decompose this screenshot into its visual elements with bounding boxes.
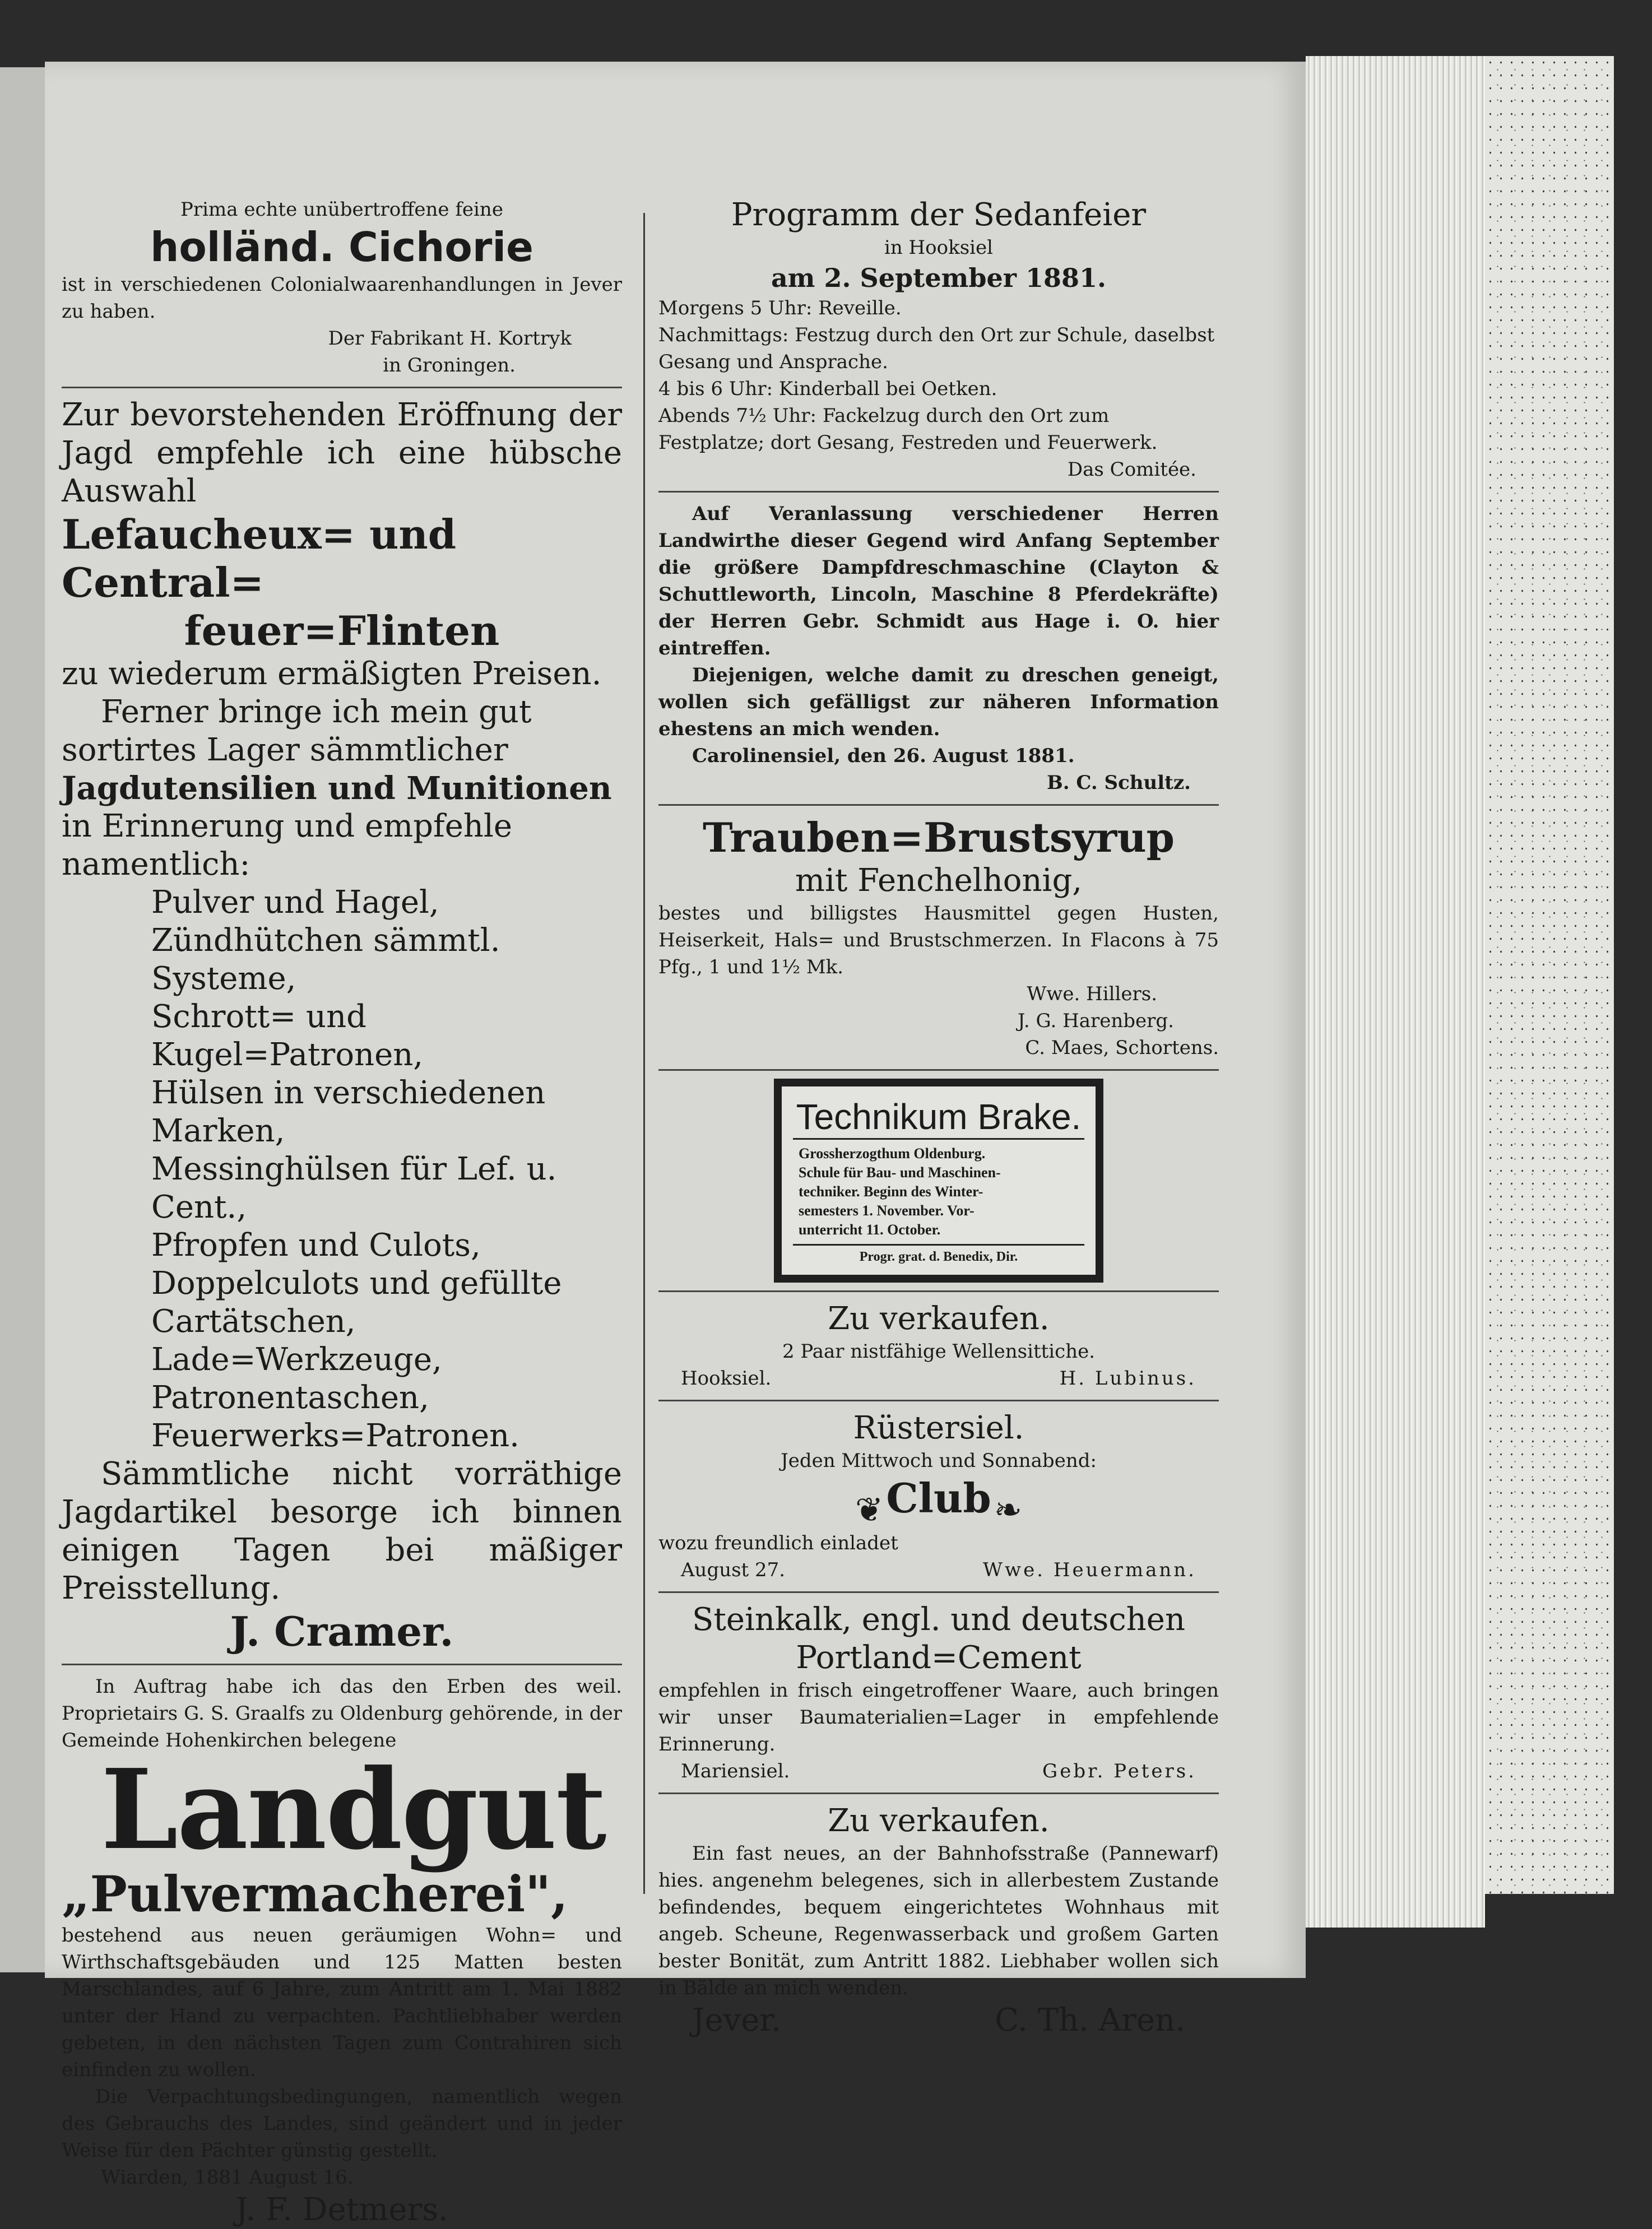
syrup-subheadline: mit Fenchelhonig,	[795, 862, 1083, 899]
cramer-recommend: in Erinnerung und empfehle namentlich:	[62, 808, 513, 883]
separator-rule	[658, 1591, 1219, 1593]
syrup-seller: C. Maes, Schortens.	[1025, 1037, 1219, 1059]
sale2-footer	[658, 2002, 1219, 2040]
list-item: Pfropfen und Culots,	[151, 1227, 481, 1264]
chicory-headline: holländ. Cichorie	[150, 224, 533, 271]
landgut-conditions: Die Verpachtungsbedingungen, namentlich wegen des Gebrauchs des Landes, sind geändert und in jeder Weise für den Pächter günstig gestellt.	[62, 2086, 622, 2162]
syrup-seller: Wwe. Hillers.	[1027, 983, 1157, 1005]
sale1-footer	[658, 1365, 1219, 1392]
separator-rule	[658, 1069, 1219, 1071]
cramer-headline-2: feuer=Flinten	[184, 607, 500, 654]
cramer-item-list	[62, 884, 622, 1455]
technikum-footer: Progr. grat. d. Benedix, Dir.	[793, 1244, 1084, 1266]
technikum-line: semesters 1. November. Vor-	[799, 1202, 975, 1219]
club-footer	[658, 1557, 1219, 1583]
cramer-prices: zu wiederum ermäßigten Preisen.	[62, 656, 602, 692]
cement-body: empfehlen in frisch eingetroffener Waare, auch bringen wir unser Baumaterialien=Lager in empfehlende Erinnerung.	[658, 1679, 1219, 1756]
list-item: Hülsen in verschiedenen Marken,	[151, 1075, 546, 1149]
technikum-line: unterricht 11. October.	[799, 1222, 941, 1238]
list-item: Messinghülsen für Lef. u. Cent.,	[151, 1151, 557, 1225]
separator-rule	[658, 1400, 1219, 1401]
chicory-location: in Groningen.	[383, 354, 516, 377]
sedan-date: am 2. September 1881.	[771, 263, 1107, 293]
previous-page-edge	[0, 67, 45, 1972]
cement-title-2: Portland=Cement	[796, 1639, 1082, 1676]
separator-rule	[658, 804, 1219, 806]
landgut-body: bestehend aus neuen geräumigen Wohn= und Wirthschaftsgebäuden und 125 Matten besten Marschlandes, auf 6 Jahre, zum Antritt am 1. Mai 1882 unter der Hand zu verpachten. Pachtliebhaber werden gebeten, in den nächsten Tagen zum Contrahiren sich einfinden zu wollen.	[62, 1924, 622, 2081]
sale1-place: Hooksiel.	[681, 1367, 772, 1390]
chicory-intro: Prima echte unübertroffene feine	[180, 198, 503, 221]
club-title-row	[658, 1474, 1219, 1530]
landgut-subheadline: „Pulvermacherei",	[62, 1865, 568, 1923]
ad-dampfdreschmaschine	[658, 500, 1219, 796]
list-item: Pulver und Hagel,	[151, 884, 439, 921]
club-title: Club	[886, 1474, 991, 1522]
chicory-signature: Der Fabrikant H. Kortryk	[328, 327, 572, 350]
ad-cramer	[62, 396, 622, 1656]
sale2-body: Ein fast neues, an der Bahnhofsstraße (Pannewarf) hies. angenehm belegenes, sich in allerbestem Zustande befindendes, bequem eingerichtetes Wohnhaus mit angeb. Scheune, Regenwasserback und großem Garten bester Bonität, zum Antritt 1882. Liebhaber wollen sich in Bälde an mich wenden.	[658, 1842, 1219, 1999]
separator-rule	[62, 387, 622, 388]
technikum-title: Technikum Brake.	[793, 1095, 1084, 1140]
sale1-title: Zu verkaufen.	[828, 1301, 1050, 1337]
list-item: Feuerwerks=Patronen.	[151, 1418, 519, 1454]
sedan-line: 4 bis 6 Uhr: Kinderball bei Oetken.	[658, 378, 997, 400]
sedan-line: Abends 7½ Uhr: Fackelzug durch den Ort zum Festplatze; dort Gesang, Festreden und Feuerwerk.	[658, 405, 1158, 454]
cement-title: Steinkalk, engl. und deutschen	[692, 1601, 1186, 1638]
cement-signature: Gebr. Peters.	[1042, 1759, 1196, 1782]
list-item: Zündhütchen sämmtl. Systeme,	[151, 922, 500, 997]
scroll-ornament-icon: ❧	[994, 1490, 1023, 1530]
ad-wohnhaus	[658, 1802, 1219, 2040]
cramer-headline-3: Jagdutensilien und Munitionen	[62, 770, 612, 807]
sale2-place: Jever.	[692, 2002, 781, 2038]
dampf-body: Auf Veranlassung verschiedener Herren Landwirthe dieser Gegend wird Anfang September die größere Dampfdreschmaschine (Clayton & Schuttleworth, Lincoln, Maschine 8 Pferdekräfte) der Herren Gebr. Schmidt aus Hage i. O. hier eintreffen.	[658, 503, 1219, 660]
dampf-body-2: Diejenigen, welche damit zu dreschen geneigt, wollen sich gefälligst zur näheren Information ehestens an mich wenden.	[658, 664, 1219, 740]
sedan-line: Morgens 5 Uhr: Reveille.	[658, 297, 902, 319]
sedan-signature: Das Comitée.	[1067, 458, 1196, 481]
dampf-signature: B. C. Schultz.	[1046, 772, 1191, 794]
club-when: Jeden Mittwoch und Sonnabend:	[781, 1450, 1097, 1472]
landgut-place-date: Wiarden, 1881 August 16.	[101, 2166, 354, 2189]
landgut-headline: Landgut	[101, 1745, 606, 1874]
ad-chicory	[62, 196, 622, 379]
separator-rule	[658, 1290, 1219, 1292]
chicory-body: ist in verschiedenen Colonialwaarenhandlungen in Jever zu haben.	[62, 273, 622, 323]
ad-brustsyrup	[658, 814, 1219, 1061]
scroll-ornament-icon: ❦	[855, 1490, 884, 1530]
list-item: Patronentaschen,	[151, 1380, 429, 1416]
sedan-place: in Hooksiel	[884, 236, 994, 259]
separator-rule	[658, 491, 1219, 493]
cramer-ferner: Ferner bringe ich mein gut sortirtes Lager sämmtlicher	[62, 694, 532, 768]
ad-technikum	[658, 1079, 1219, 1283]
technikum-box	[774, 1079, 1103, 1283]
sale2-title: Zu verkaufen.	[828, 1802, 1050, 1839]
cramer-closing: Sämmtliche nicht vorräthige Jagdartikel besorge ich binnen einigen Tagen bei mäßiger Preisstellung.	[62, 1456, 622, 1606]
separator-rule	[62, 1664, 622, 1665]
cement-place: Mariensiel.	[681, 1759, 790, 1782]
right-column	[658, 196, 1219, 2040]
left-column	[62, 196, 622, 2229]
technikum-body	[793, 1140, 1084, 1244]
separator-rule	[658, 1793, 1219, 1794]
speckled-cover	[1485, 56, 1614, 1894]
column-divider	[643, 213, 645, 1894]
ad-club	[658, 1409, 1219, 1583]
technikum-line: Schule für Bau- und Maschinen-	[799, 1164, 1001, 1181]
ad-cement	[658, 1601, 1219, 1785]
ad-sedanfeier	[658, 196, 1219, 483]
list-item: Doppelculots und gefüllte Cartätschen,	[151, 1265, 562, 1340]
ad-landgut	[62, 1673, 622, 2229]
cramer-intro: Zur bevorstehenden Eröffnung der Jagd empfehle ich eine hübsche Auswahl	[62, 397, 622, 509]
club-place: Rüstersiel.	[853, 1410, 1024, 1446]
sedan-title: Programm der Sedanfeier	[731, 197, 1147, 233]
sale1-body: 2 Paar nistfähige Wellensittiche.	[782, 1340, 1096, 1363]
cramer-headline-1: Lefaucheux= und Central=	[62, 510, 457, 606]
landgut-intro: In Auftrag habe ich das den Erben des weil. Proprietairs G. S. Graalfs zu Oldenburg gehörende, in der Gemeinde Hohenkirchen belegene	[62, 1675, 622, 1752]
technikum-line: techniker. Beginn des Winter-	[799, 1183, 983, 1200]
sale2-signature: C. Th. Aren.	[995, 2002, 1185, 2038]
club-invite: wozu freundlich einladet	[658, 1531, 898, 1554]
club-signature: Wwe. Heuermann.	[983, 1558, 1196, 1581]
syrup-seller: J. G. Harenberg.	[1017, 1010, 1174, 1032]
sedan-line: Nachmittags: Festzug durch den Ort zur Schule, daselbst Gesang und Ansprache.	[658, 324, 1215, 373]
dampf-place-date: Carolinensiel, den 26. August 1881.	[692, 745, 1075, 767]
ad-wellensittiche	[658, 1300, 1219, 1392]
technikum-line: Grossherzogthum Oldenburg.	[799, 1145, 986, 1162]
list-item: Schrott= und Kugel=Patronen,	[151, 999, 424, 1073]
cement-footer	[658, 1758, 1219, 1785]
syrup-body: bestes und billigstes Hausmittel gegen Husten, Heiserkeit, Hals= und Brustschmerzen. In Flacons à 75 Pfg., 1 und 1½ Mk.	[658, 902, 1219, 978]
cramer-name: J. Cramer.	[230, 1608, 454, 1655]
list-item: Lade=Werkzeuge,	[151, 1341, 442, 1378]
sale1-signature: H. Lubinus.	[1059, 1367, 1196, 1390]
club-date: August 27.	[681, 1558, 786, 1581]
syrup-headline: Trauben=Brustsyrup	[702, 814, 1175, 861]
page-block-edges	[1306, 56, 1485, 1928]
landgut-name: J. F. Detmers.	[235, 2191, 448, 2228]
